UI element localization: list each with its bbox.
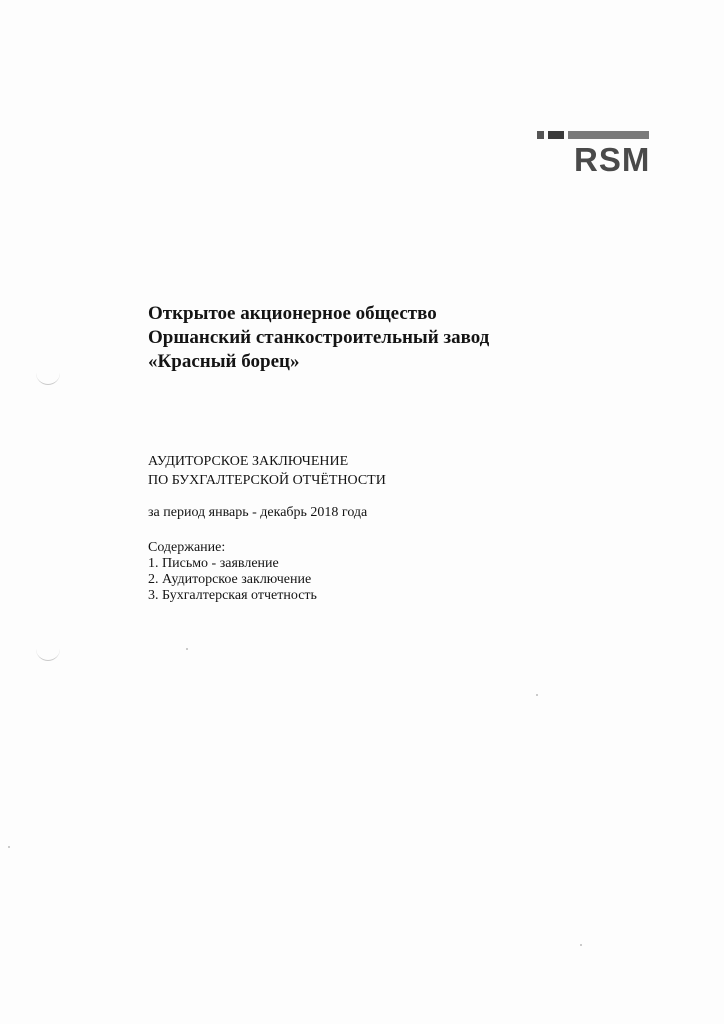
company-line-2: Оршанский станкостроительный завод xyxy=(148,327,490,348)
company-name xyxy=(148,302,489,374)
scan-speck xyxy=(580,944,582,946)
report-period: за период январь - декабрь 2018 года xyxy=(148,505,368,520)
rsm-logo xyxy=(537,131,649,181)
scan-speck xyxy=(8,846,10,848)
scan-speck xyxy=(536,694,538,696)
report-title xyxy=(148,452,386,490)
report-title-line-2: ПО БУХГАЛТЕРСКОЙ ОТЧЁТНОСТИ xyxy=(148,473,386,488)
company-line-3: «Красный борец» xyxy=(148,351,300,372)
contents-heading: Содержание: xyxy=(148,540,226,555)
punch-hole-mark xyxy=(36,370,60,385)
list-item: 2. Аудиторское заключение xyxy=(148,572,312,587)
list-item: 1. Письмо - заявление xyxy=(148,556,279,571)
logo-text: RSM xyxy=(574,141,651,178)
report-title-line-1: АУДИТОРСКОЕ ЗАКЛЮЧЕНИЕ xyxy=(148,454,349,469)
punch-hole-mark xyxy=(36,646,60,661)
company-line-1: Открытое акционерное общество xyxy=(148,303,437,324)
list-item: 3. Бухгалтерская отчетность xyxy=(148,588,317,603)
logo-bars-icon xyxy=(537,131,649,139)
scan-speck xyxy=(186,648,188,650)
contents-list xyxy=(148,540,317,604)
